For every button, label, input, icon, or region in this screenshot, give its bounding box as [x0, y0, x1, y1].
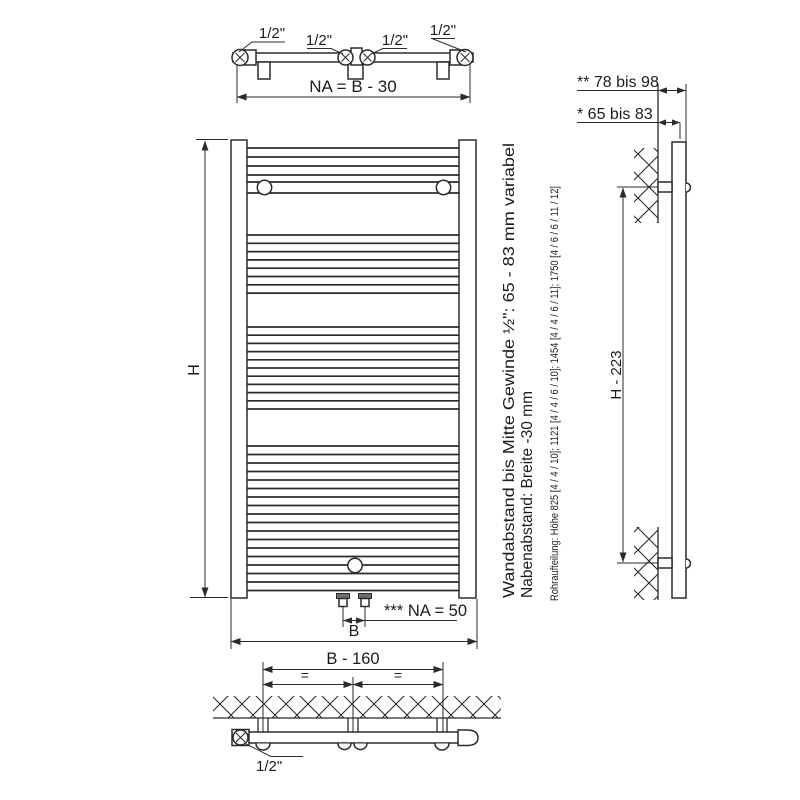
bracket-foot: [256, 744, 270, 751]
bracket-foot: [354, 744, 367, 750]
front-view: [186, 140, 477, 650]
hub-bump: [686, 559, 691, 568]
top-view: [232, 22, 473, 103]
connection-size-label: 1/2": [381, 32, 409, 49]
arrowhead-icon: [672, 119, 680, 125]
note-wall-distance: Wandabstand bis Mitte Gewinde ½": 65 - 83 mm variabel: [501, 207, 518, 598]
mounting-hole-icon: [257, 180, 271, 194]
wall-to-front-dimension: ** 78 bis 98: [577, 74, 659, 91]
wall-hatching: [634, 148, 658, 223]
leader-line: [431, 39, 466, 53]
radiator-tubes: [247, 148, 459, 591]
nipple-distance-dimension: *** NA = 50: [384, 602, 468, 620]
connection-size-label: 1/2": [258, 25, 286, 42]
radiator-profile: [672, 142, 686, 598]
notes-block: [501, 97, 561, 601]
mounting-bracket: [658, 558, 672, 568]
width-dimension: B: [348, 623, 360, 640]
right-collector-column: [459, 140, 476, 598]
vent-hole-icon: [348, 558, 362, 572]
mounting-bracket: [658, 182, 672, 192]
equal-spacing-mark: =: [300, 667, 310, 683]
hub-distance-dimension: NA = B - 30: [309, 77, 397, 96]
bracket-span-dimension: B - 160: [326, 650, 380, 668]
bottom-pipe: [233, 732, 460, 743]
mounting-hole-icon: [436, 180, 450, 194]
bracket-foot: [435, 744, 449, 751]
side-view: [577, 74, 691, 600]
hub-bump: [686, 183, 691, 192]
wall-to-thread-dimension: * 65 bis 83: [577, 106, 653, 123]
connection-size-label: 1/2": [256, 758, 283, 775]
end-cap: [458, 730, 478, 746]
wall-bracket-right: [437, 62, 449, 79]
bottom-connector: [361, 599, 369, 607]
note-tube-layout: Rohraufteilung: Höhe 825 [4 / 4 / 10]; 1121 [4 / 4 / 6 / 10]; 1454 [4 / 4 / 6 / 11]; 1750 [4 / 6 / 6 / 11 / 12]: [549, 97, 561, 601]
bottom-connector: [339, 599, 347, 607]
bottom-view: [213, 650, 501, 775]
wall-bracket-left: [258, 62, 270, 79]
left-collector-column: [231, 140, 247, 598]
connection-size-label: 1/2": [305, 32, 333, 49]
arrowhead-icon: [658, 87, 667, 93]
arrowhead-icon: [658, 119, 666, 125]
equal-spacing-mark: =: [393, 667, 403, 683]
hub-height-dimension: H - 223: [608, 350, 625, 400]
connection-size-label: 1/2": [429, 22, 457, 39]
note-hub-distance: Nabenabstand: Breite -30 mm: [519, 391, 536, 598]
leader-line: [246, 744, 303, 757]
arrowhead-icon: [677, 87, 686, 93]
bracket-foot: [338, 744, 351, 750]
wall-hatching: [213, 696, 501, 718]
height-dimension: H: [186, 364, 203, 376]
